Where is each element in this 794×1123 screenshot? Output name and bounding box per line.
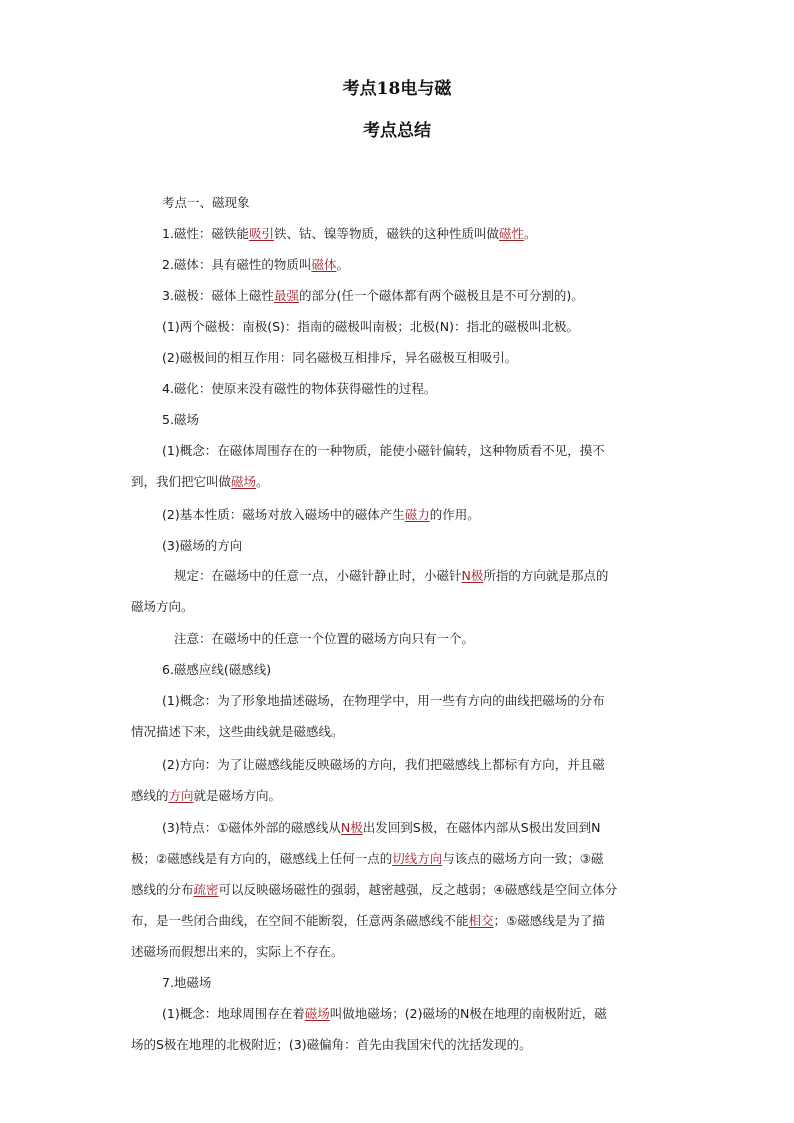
text-segment: (1)概念：为了形象地描述磁场，在物理学中，用一些有方向的曲线把磁场的分布 <box>162 693 605 708</box>
text-segment: 极；②磁感线是有方向的，磁感线上任何一点的 <box>131 851 393 866</box>
page-title: 考点18电与磁 <box>342 79 452 99</box>
underlined-term: N极 <box>461 568 484 583</box>
underlined-term: 磁力 <box>404 507 430 522</box>
underlined-term: 最强 <box>273 288 299 303</box>
text-line <box>162 350 517 366</box>
text-segment: 情况描述下来，这些曲线就是磁感线。 <box>131 724 344 739</box>
text-line <box>162 975 211 991</box>
text-line <box>162 412 199 428</box>
text-line <box>162 195 250 211</box>
text-line <box>131 944 344 960</box>
text-segment: 注意：在磁场中的任意一个位置的磁场方向只有一个。 <box>174 631 475 646</box>
text-segment: 场的S极在地理的北极附近；(3)磁偏角：首先由我国宋代的沈括发现的。 <box>131 1037 532 1052</box>
text-segment: 。 <box>523 226 537 241</box>
underlined-term: 疏密 <box>193 882 219 897</box>
text-line <box>162 662 271 678</box>
text-segment: ；⑤磁感线是为了描 <box>493 913 605 928</box>
text-line <box>162 538 242 554</box>
text-line <box>162 257 349 273</box>
text-segment: 的部分(任一个磁体都有两个磁极且是不可分割的)。 <box>298 288 584 303</box>
text-segment: 的作用。 <box>429 507 480 522</box>
underlined-term: 磁体 <box>311 257 337 272</box>
text-segment: (1)两个磁极：南极(S)：指南的磁极叫南极；北极(N)：指北的磁极叫北极。 <box>162 319 579 334</box>
underlined-term: 磁场 <box>304 1006 330 1021</box>
text-segment: 6.磁感应线(磁感线) <box>162 662 272 677</box>
text-segment: 。 <box>256 474 269 489</box>
text-segment: 可以反映磁场磁性的强弱，越密越强，反之越弱；④磁感线是空间立体分 <box>218 882 618 897</box>
text-line <box>162 288 584 304</box>
text-line <box>131 599 194 615</box>
text-segment: 述磁场而假想出来的，实际上不存在。 <box>131 944 344 959</box>
text-segment: 磁场方向。 <box>131 599 194 614</box>
underlined-term: 切线方向 <box>392 851 443 866</box>
text-line <box>131 851 603 867</box>
text-segment: 就是磁场方向。 <box>193 788 282 803</box>
text-line <box>131 882 617 898</box>
text-segment: 2.磁体：具有磁性的物质叫 <box>162 257 312 272</box>
text-segment: 考点一、磁现象 <box>162 195 250 210</box>
text-line <box>162 757 605 773</box>
text-line <box>162 820 601 836</box>
text-segment: 7.地磁场 <box>162 975 212 990</box>
text-segment: 感线的 <box>131 788 169 803</box>
text-line <box>131 724 344 740</box>
underlined-term: 吸引 <box>248 226 274 241</box>
section-title: 考点总结 <box>363 121 431 141</box>
underlined-term: 磁性 <box>498 226 524 241</box>
text-segment: 所指的方向就是那点的 <box>483 568 609 583</box>
text-segment: 出发回到S极，在磁体内部从S极出发回到N <box>362 820 601 835</box>
text-segment: (3)特点：①磁体外部的磁感线从 <box>162 820 341 835</box>
text-segment: 规定：在磁场中的任意一点，小磁针静止时，小磁针 <box>174 568 462 583</box>
text-segment: (2)磁极间的相互作用：同名磁极互相排斥，异名磁极互相吸引。 <box>162 350 518 365</box>
text-segment: 。 <box>336 257 349 272</box>
text-line <box>162 693 605 709</box>
text-line <box>131 1037 532 1053</box>
text-segment: 5.磁场 <box>162 412 199 427</box>
text-line <box>131 474 269 490</box>
text-segment: 3.磁极：磁体上磁性 <box>162 288 274 303</box>
text-line <box>131 788 281 804</box>
text-segment: 叫做地磁场；(2)磁场的N极在地理的南极附近，磁 <box>329 1006 607 1021</box>
text-line <box>162 1006 607 1022</box>
text-line <box>162 507 480 523</box>
underlined-term: 方向 <box>168 788 194 803</box>
text-line <box>162 381 436 397</box>
text-segment: 到，我们把它叫做 <box>131 474 232 489</box>
text-line <box>162 443 605 459</box>
text-segment: (1)概念：地球周围存在着 <box>162 1006 305 1021</box>
underlined-term: 相交 <box>468 913 494 928</box>
text-segment: (2)方向：为了让磁感线能反映磁场的方向，我们把磁感线上都标有方向，并且磁 <box>162 757 605 772</box>
text-line <box>174 631 474 647</box>
text-segment: 感线的分布 <box>131 882 194 897</box>
text-segment: (3)磁场的方向 <box>162 538 243 553</box>
text-segment: (2)基本性质：磁场对放入磁场中的磁体产生 <box>162 507 405 522</box>
text-line <box>162 319 579 335</box>
text-segment: 4.磁化：使原来没有磁性的物体获得磁性的过程。 <box>162 381 437 396</box>
text-segment: (1)概念：在磁体周围存在的一种物质，能使小磁针偏转，这种物质看不见，摸不 <box>162 443 605 458</box>
text-line <box>162 226 537 242</box>
text-segment: 1.磁性：磁铁能 <box>162 226 249 241</box>
text-segment: 布，是一些闭合曲线，在空间不能断裂，任意两条磁感线不能 <box>131 913 469 928</box>
text-line <box>174 568 608 584</box>
text-segment: 铁、钴、镍等物质，磁铁的这种性质叫做 <box>273 226 499 241</box>
text-line <box>131 913 605 929</box>
text-segment: 与该点的磁场方向一致；③磁 <box>442 851 604 866</box>
underlined-term: 磁场 <box>231 474 257 489</box>
underlined-term: N极 <box>340 820 363 835</box>
